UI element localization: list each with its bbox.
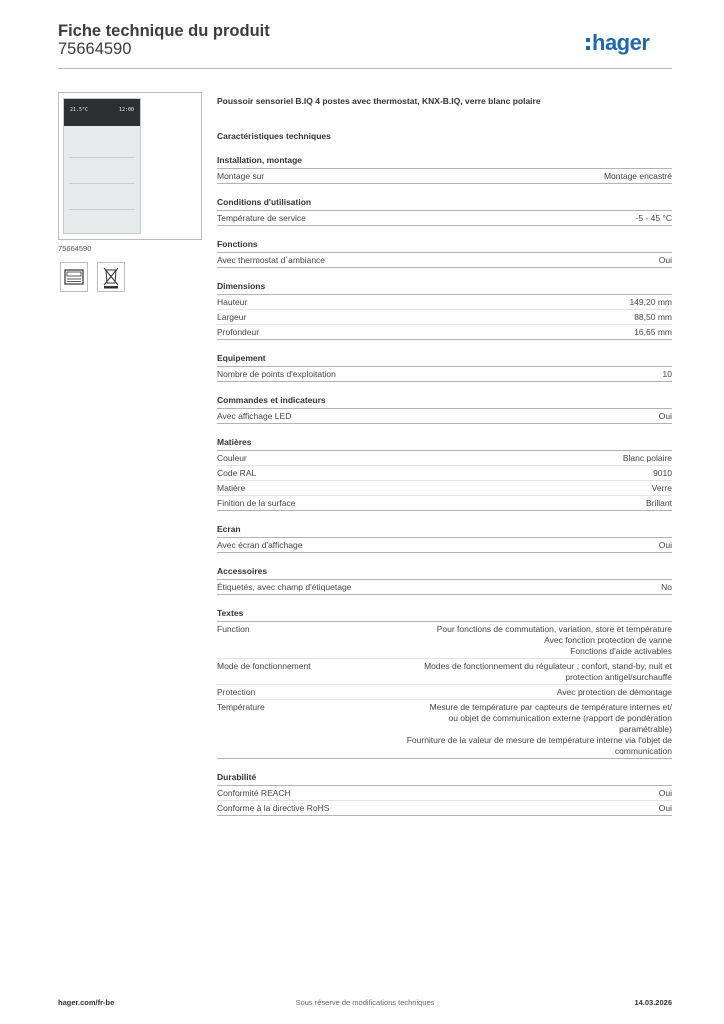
spec-key: Matière	[217, 483, 246, 493]
section-title: Ecran	[217, 524, 672, 538]
spec-value-line: Modes de fonctionnement du régulateur : confort, stand-by, nuit et	[424, 661, 672, 671]
spec-section	[217, 772, 672, 816]
dimension-drawing-icon[interactable]	[60, 262, 88, 292]
spec-row	[217, 451, 672, 466]
spec-section	[217, 281, 672, 340]
section-title: Fonctions	[217, 239, 672, 253]
spec-value-line: Pour fonctions de commutation, variation, store et température	[436, 624, 672, 634]
device-display	[64, 99, 140, 126]
spec-key: Function	[217, 624, 250, 634]
spec-value-line: paramétrable)	[619, 724, 672, 734]
button-divider	[69, 183, 135, 184]
spec-row	[217, 295, 672, 310]
section-title: Commandes et indicateurs	[217, 395, 672, 409]
button-divider	[69, 209, 135, 210]
spec-row	[217, 496, 672, 511]
spec-value-line: Avec fonction protection de vanne	[544, 635, 672, 645]
spec-row	[217, 622, 672, 659]
spec-value-line: No	[661, 582, 672, 592]
spec-section	[217, 395, 672, 424]
technical-characteristics-title: Caractéristiques techniques	[217, 131, 331, 141]
spec-value-line: Fourniture de la valeur de mesure de température interne via l'objet de	[406, 735, 672, 745]
spec-row	[217, 538, 672, 553]
spec-value-line: Montage encastré	[603, 171, 672, 181]
product-name: Poussoir sensoriel B.IQ 4 postes avec thermostat, KNX-B.IQ, verre blanc polaire	[217, 96, 541, 106]
spec-value	[437, 624, 672, 657]
spec-value-line: Fonctions d'aide activables	[570, 646, 672, 656]
spec-key: Nombre de points d'exploitation	[217, 369, 336, 379]
spec-section	[217, 524, 672, 553]
spec-section	[217, 155, 672, 184]
spec-row	[217, 367, 672, 382]
spec-key: Avec écran d'affichage	[217, 540, 303, 550]
spec-row	[217, 253, 672, 268]
spec-row	[217, 169, 672, 184]
spec-key: Température de service	[217, 213, 306, 223]
spec-sections	[217, 155, 672, 816]
spec-section	[217, 353, 672, 382]
spec-value	[636, 213, 672, 224]
button-divider	[69, 157, 135, 158]
spec-value	[659, 540, 672, 551]
section-title: Conditions d'utilisation	[217, 197, 672, 211]
spec-key: Profondeur	[217, 327, 260, 337]
header-divider	[58, 68, 672, 69]
spec-value-line: Blanc polaire	[622, 453, 672, 463]
spec-value-line: Oui	[658, 540, 672, 550]
section-title: Matières	[217, 437, 672, 451]
spec-value	[661, 582, 672, 593]
spec-key: Hauteur	[217, 297, 248, 307]
spec-value-line: Oui	[658, 411, 672, 421]
spec-key: Conforme à la directive RoHS	[217, 803, 330, 813]
spec-value	[652, 483, 672, 494]
section-title: Equipement	[217, 353, 672, 367]
spec-row	[217, 786, 672, 801]
spec-key: Étiquetés, avec champ d'étiquetage	[217, 582, 352, 592]
spec-key: Température	[217, 702, 265, 712]
spec-row	[217, 801, 672, 816]
spec-value	[659, 788, 672, 799]
spec-value-line: Avec protection de démontage	[556, 687, 672, 697]
section-title: Dimensions	[217, 281, 672, 295]
spec-value-line: Mesure de température par capteurs de température internes et/	[429, 702, 672, 712]
spec-value-line: Oui	[658, 255, 672, 265]
svg-text:hager: hager	[592, 30, 650, 55]
spec-value	[659, 411, 672, 422]
spec-value-line: communication	[614, 746, 672, 756]
spec-section	[217, 566, 672, 595]
spec-value	[634, 312, 672, 323]
spec-key: Finition de la surface	[217, 498, 296, 508]
page-header	[58, 22, 270, 59]
page-title: Fiche technique du produit	[58, 22, 270, 40]
spec-value-line: Oui	[658, 788, 672, 798]
section-title: Textes	[217, 608, 672, 622]
image-reference: 75664590	[58, 244, 92, 253]
spec-row	[217, 700, 672, 759]
spec-row	[217, 211, 672, 226]
section-title: Accessoires	[217, 566, 672, 580]
display-left-text: 21.5°C	[70, 107, 89, 113]
footer-website-link[interactable]: hager.com/fr-be	[58, 998, 115, 1007]
spec-key: Avec affichage LED	[217, 411, 292, 421]
spec-key: Montage sur	[217, 171, 265, 181]
spec-key: Conformité REACH	[217, 788, 291, 798]
section-title: Durabilité	[217, 772, 672, 786]
spec-value-line: Oui	[658, 803, 672, 813]
weee-bin-icon[interactable]	[97, 262, 125, 292]
spec-value-line: 10	[662, 369, 672, 379]
display-right-text: 12:00	[118, 107, 134, 113]
spec-value	[659, 255, 672, 266]
spec-value-line: Verre	[651, 483, 672, 493]
spec-row	[217, 580, 672, 595]
spec-section	[217, 437, 672, 511]
footer-note: Sous réserve de modifications techniques	[295, 998, 435, 1007]
spec-row	[217, 325, 672, 340]
spec-section	[217, 239, 672, 268]
spec-value-line: 9010	[653, 468, 672, 478]
spec-value-line: ou objet de communication externe (rapport de pondération	[448, 713, 672, 723]
spec-row	[217, 409, 672, 424]
spec-value	[407, 702, 672, 757]
spec-key: Avec thermostat d´ambiance	[217, 255, 326, 265]
spec-key: Couleur	[217, 453, 247, 463]
spec-value-line: 149,20 mm	[629, 297, 672, 307]
spec-value	[634, 327, 672, 338]
spec-key: Protection	[217, 687, 256, 697]
spec-section	[217, 608, 672, 759]
product-image	[58, 92, 202, 240]
spec-value	[659, 803, 672, 814]
device-illustration	[63, 98, 141, 234]
spec-value-line: protection antigel/surchauffe	[565, 672, 672, 682]
spec-value	[653, 468, 672, 479]
spec-key: Code RAL	[217, 468, 257, 478]
product-specifications	[217, 96, 672, 816]
spec-value	[557, 687, 672, 698]
spec-value-line: 88,50 mm	[634, 312, 672, 322]
spec-row	[217, 481, 672, 496]
spec-value	[424, 661, 672, 683]
section-title: Installation, montage	[217, 155, 672, 169]
spec-row	[217, 659, 672, 685]
product-number: 75664590	[58, 40, 132, 58]
spec-value	[623, 453, 672, 464]
spec-key: Mode de fonctionnement	[217, 661, 311, 671]
spec-value-line: 16,65 mm	[634, 327, 672, 337]
spec-row	[217, 685, 672, 700]
spec-row	[217, 466, 672, 481]
spec-value	[646, 498, 672, 509]
spec-row	[217, 310, 672, 325]
spec-value	[604, 171, 672, 182]
footer-date: 14.03.2026	[634, 998, 672, 1007]
spec-value-line: -5 - 45 °C	[635, 213, 672, 223]
spec-value	[663, 369, 672, 380]
spec-key: Largeur	[217, 312, 247, 322]
spec-value	[629, 297, 672, 308]
spec-section	[217, 197, 672, 226]
spec-value-line: Brillant	[646, 498, 672, 508]
hager-logo	[586, 28, 672, 56]
